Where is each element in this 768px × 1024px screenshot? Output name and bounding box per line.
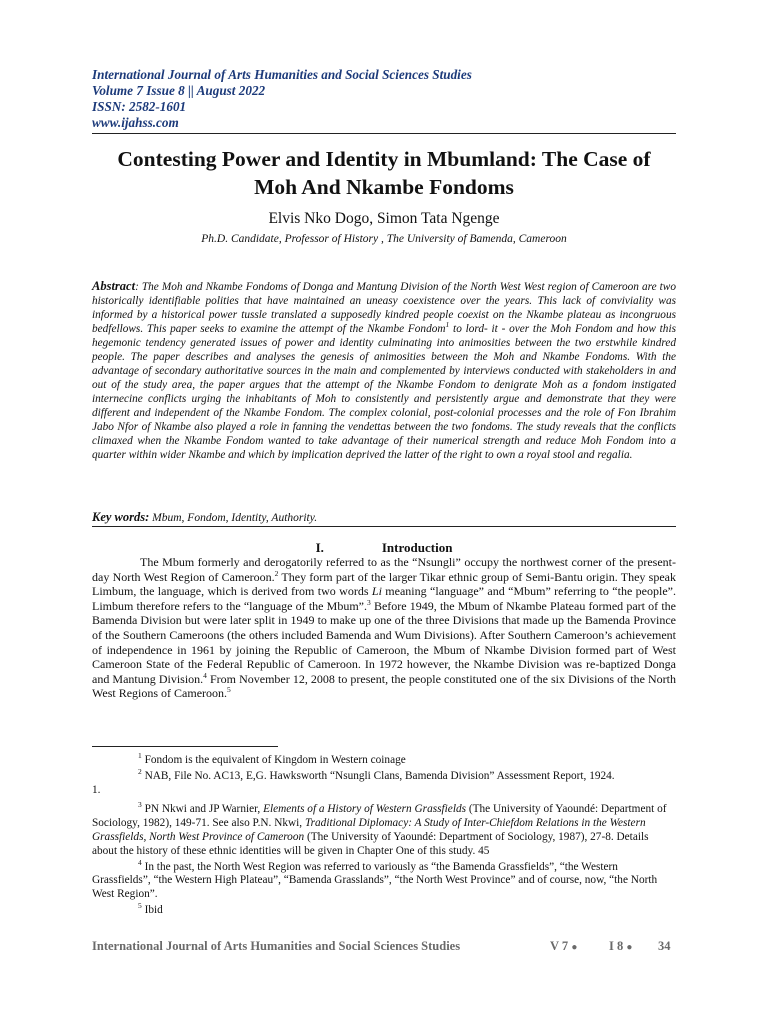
footnote-book-title: Elements of a History of Western Grassfields (263, 803, 466, 816)
section-heading (92, 540, 676, 556)
footnote-3 (92, 800, 676, 858)
intro-sentence-1: The Mbum formerly and derogatorily referred to as the “Nsungli” occupy the northwest corner of the present-day North West Region of Cameroon. (92, 555, 676, 584)
abstract-label: Abstract (92, 279, 136, 293)
affiliation: Ph.D. Candidate, Professor of History , The University of Bamenda, Cameroon (201, 233, 567, 245)
footnote-book-title: Traditional Diplomacy: A Study of Inter-Chiefdom Relations in the Western Grassfields, North West Province of Cameroon (92, 817, 646, 843)
abstract (92, 279, 676, 462)
footnote-number: 3 (138, 800, 142, 810)
footnote-2 (92, 767, 676, 798)
footnote-number: 1 (138, 751, 142, 761)
footnote-ref-3[interactable]: 3 (367, 597, 371, 607)
keywords-rule (92, 526, 676, 527)
footnote-text: (The University of Yaoundé: Department of Sociology, 1987), 27-8. Details about the history of these ethnic identities will be given in Chapter One of this study. 45 (92, 830, 649, 857)
footer-journal-name: International Journal of Arts Humanities and Social Sciences Studies (92, 939, 461, 953)
intro-sentence-2b: meaning “language” and “Mbum” referring to “the people”. Limbum therefore refers to the “language of the Mbum”. (92, 584, 676, 613)
journal-volume: Volume 7 Issue 8 || August 2022 (92, 83, 266, 98)
footer-issue-label: I 8 (609, 939, 624, 953)
journal-url[interactable]: www.ijahss.com (92, 115, 179, 130)
footer-volume (550, 939, 577, 954)
footnote-text: Ibid (141, 903, 163, 916)
journal-issn: ISSN: 2582-1601 (92, 99, 187, 114)
footnote-ref-1[interactable]: 1 (445, 320, 450, 330)
footnote-ref-4[interactable]: 4 (203, 670, 207, 680)
intro-term-li: Li (371, 584, 382, 599)
footer-page-number: 34 (658, 939, 671, 953)
footnote-text: (The University of Yaoundé: Department of Sociology, 1982), 149-71. See also P.N. Nkwi, (92, 803, 667, 830)
paper-title (92, 145, 676, 201)
footnote-4 (92, 857, 676, 902)
journal-name: International Journal of Arts Humanities and Social Sciences Studies (92, 67, 472, 82)
keywords-label: Key words: (92, 510, 150, 524)
footnote-1 (92, 751, 676, 768)
footnote-text: PN Nkwi and JP Warnier, (141, 803, 264, 816)
section-number: I. (315, 540, 324, 555)
footnote-separator (92, 746, 278, 747)
section-title: Introduction (381, 540, 453, 555)
authors: Elvis Nko Dogo, Simon Tata Ngenge (268, 210, 500, 227)
title-line-1: Contesting Power and Identity in Mbumland: The Case of (117, 147, 651, 171)
footnote-text: Fondom is the equivalent of Kingdom in Western coinage (141, 754, 406, 766)
title-line-2: Moh And Nkambe Fondoms (254, 175, 514, 199)
footnote-number: 4 (138, 857, 142, 867)
footnote-number: 5 (138, 901, 142, 911)
footnote-number: 2 (138, 767, 142, 777)
intro-sentence-3: Before 1949, the Mbum of Nkambe Plateau formed part of the Bamenda Division but were later split in 1949 to make up one of the three Divisions that made up the Bamenda Province of the Southern Cameroons (the others included Bamenda and Wum Divisions). After Southern Cameroon’s achievement of independence in 1961 by joining the Republic of Cameroon, the Mbum of Nkambe Division formed part of West Cameroon State of the Federal Republic of Cameroon. In 1972 however, the Nkambe Division was re-baptized Donga and Mantung Division. (92, 598, 677, 686)
footnote-ref-2[interactable]: 2 (274, 568, 279, 578)
abstract-text-2: to lord- it - over the Moh Fondom and how this hegemonic tendency generated issues of power and identity culminating into animosities between the two erstwhile kindred people. The paper describes and analyses the genesis of animosities between the Moh and Nkambe Fondoms. With the advantage of secondary authoritative sources in the main and complemented by interviews conducted with stakeholders in and out of the study area, the paper argues that the attempt of the Nkambe Fondom to denigrate Moh as a fondom instigated internecine conflicts urging the inhabitants of Moh to consistently and persistently argue and demonstrate that they were different and independent of the Nkambe Fondom. The complex colonial, post-colonial processes and the role of Fon Ibrahim Jabo Nfor of Nkambe also played a role in fanning the vendettas between the two fondoms. The study reveals that the conflicts climaxed when the Nkambe Fondom wanted to take advantage of their numerical strength and reduce Moh Fondom into a quarter within wider Nkambe and which by implication deprived the latter of the right to own a royal stool and regalia. (92, 323, 676, 461)
keywords (92, 510, 676, 525)
header-rule (92, 133, 676, 134)
keywords-text: Mbum, Fondom, Identity, Authority. (149, 512, 318, 524)
intro-sentence-4: From November 12, 2008 to present, the people constituted one of the six Divisions of the North West Regions of Cameroon. (92, 671, 676, 701)
footer-issue (609, 939, 632, 954)
journal-header (92, 67, 692, 131)
footnote-text: In the past, the North West Region was referred to variously as “the Bamenda Grassfields”, “the Western Grassfields”, “the Western High Plateau”, “Bamenda Grasslands”, “the North West Province” and of course, now, “the North West Region”. (92, 860, 658, 901)
intro-paragraph (92, 555, 676, 701)
footer-volume-label: V 7 (550, 939, 569, 953)
footnote-ref-5[interactable]: 5 (227, 685, 231, 695)
footnote-5 (92, 901, 676, 918)
footnotes (92, 751, 676, 920)
bullet-icon: ● (571, 942, 578, 953)
intro-sentence-2a: They form part of the larger Tikar ethnic group of Semi-Bantu origin. They speak Limbum, the language, which is derived from two words (92, 569, 676, 599)
footnote-extra: 1. (92, 783, 101, 796)
footnote-text: NAB, File No. AC13, E,G. Hawksworth “Nsungli Clans, Bamenda Division” Assessment Report, 1924. (141, 769, 615, 782)
bullet-icon: ● (626, 942, 633, 953)
abstract-text-1: : The Moh and Nkambe Fondoms of Donga and Mantung Division of the North West West region of Cameroon are two historically identifiable polities that have maintained an uneasy coexistence over the years. This lack of conviviality was informed by a historical power tussle translated a supposedly kindred people coexist on the Nkambe plateau as incongruous bedfellows. This paper seeks to examine the attempt of the Nkambe Fondom (92, 281, 676, 335)
